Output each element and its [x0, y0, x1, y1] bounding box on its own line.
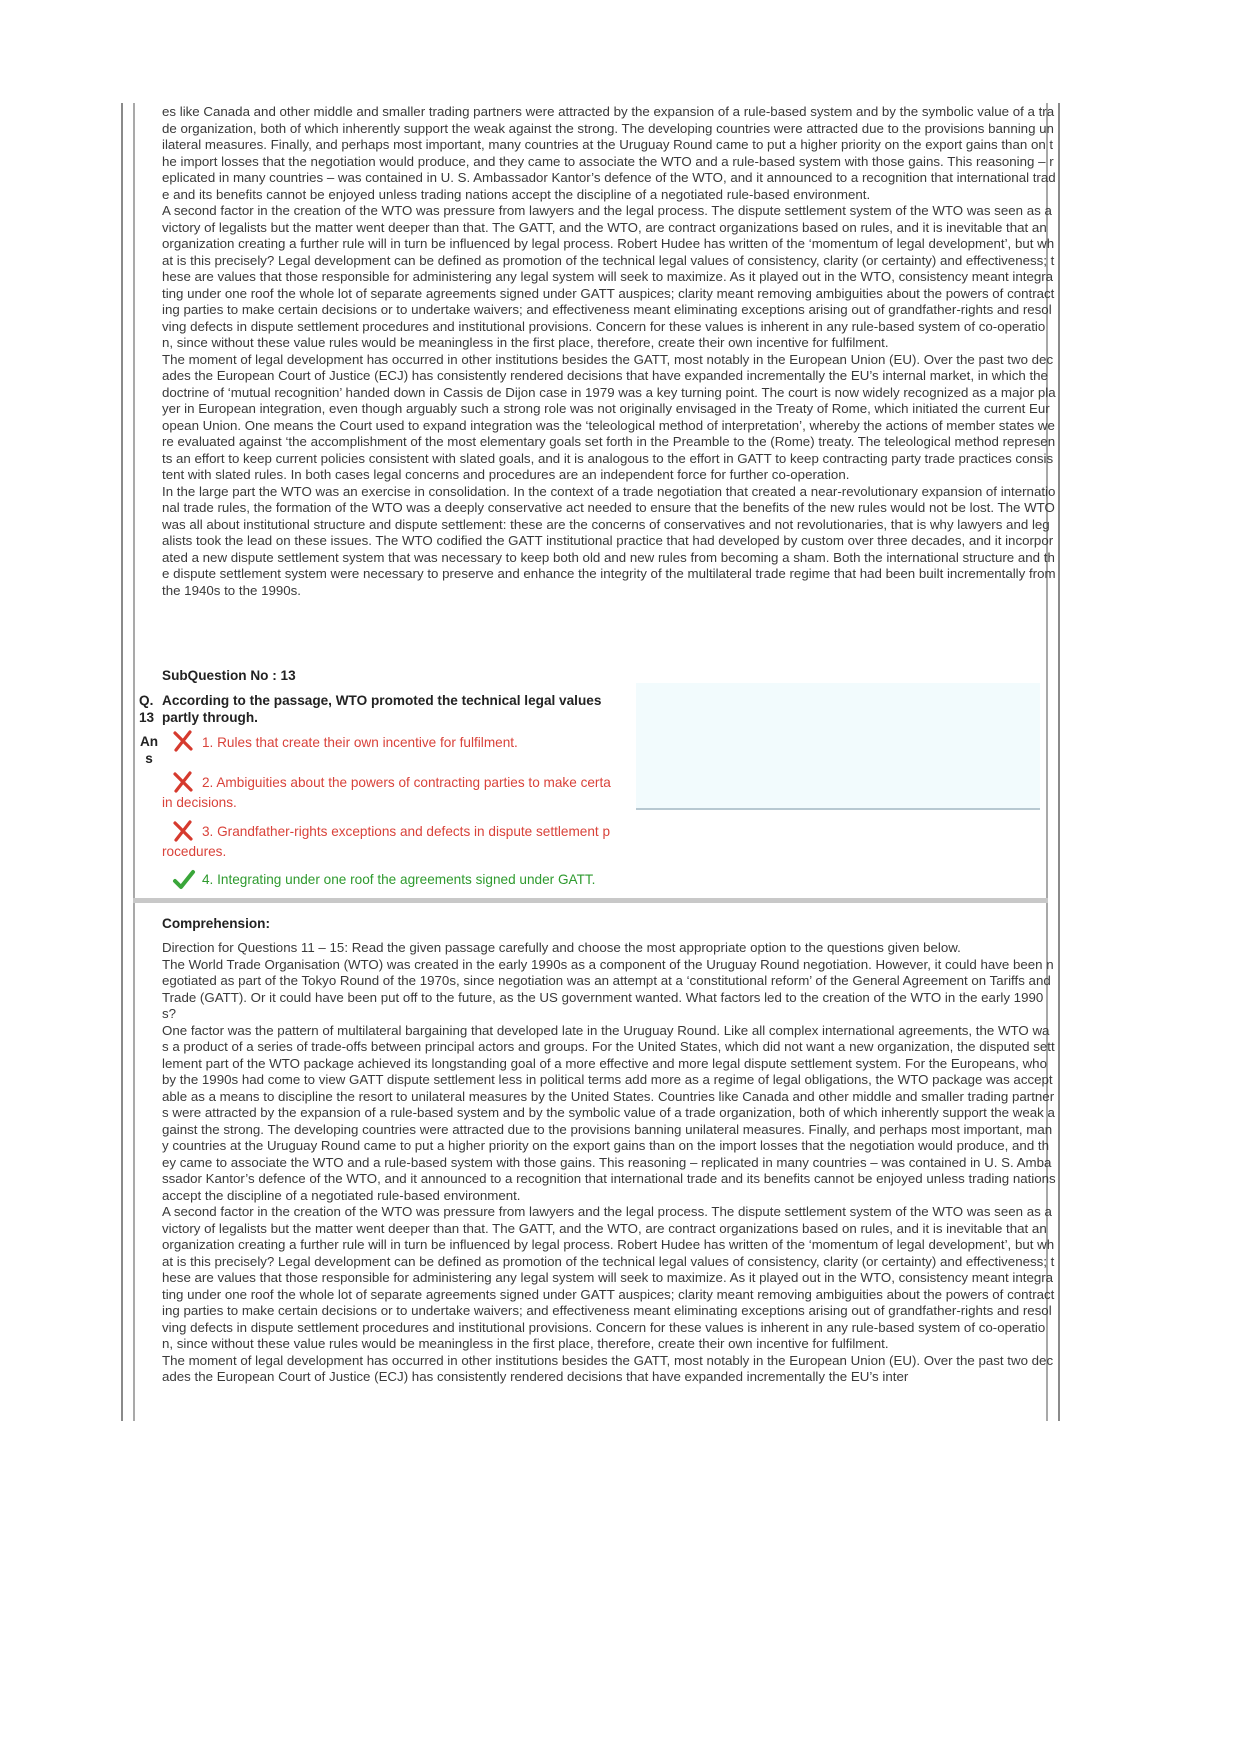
passage-paragraph: A second factor in the creation of the WTO was pressure from lawyers and the legal process. The dispute settlement system of the WTO was seen as a victory of legalists but the matter went deeper than that. The GATT, and the WTO, are contract organizations based on rules, and it is inevitable that an organization creating a further rule will in turn be influenced by legal process. Robert Hudee has written of the ‘momentum of legal development’, but what is this precisely? Legal development can be defined as promotion of the technical legal values of consistency, clarity (or certainty) and effectiveness; these are values that those responsible for administering any legal system will seek to maximize. As it played out in the WTO, consistency meant integrating under one roof the whole lot of separate agreements signed under GATT auspices; clarity meant removing ambiguities about the powers of contracting parties to make certain decisions or to undertake waivers; and effectiveness meant eliminating exceptions arising out of grandfather-rights and resolving defects in dispute settlement procedures and institutional provisions. Concern for these values is inherent in any rule-based system of co-operation, since without these value rules would be meaningless in the first place, therefore, create their own incentive for fulfilment.	[162, 203, 1055, 350]
passage-paragraph: es like Canada and other middle and smaller trading partners were attracted by the expansion of a rule-based system and by the symbolic value of a trade organization, both of which inherently support the weak against the strong. The developing countries were attracted due to the provisions banning unilateral measures. Finally, and perhaps most important, many countries at the Uruguay Round came to put a higher priority on the export gains than on the import losses that the negotiation would produce, and they came to associate the WTO and a rule-based system with those gains. This reasoning – replicated in many countries – was contained in U. S. Ambassador Kantor’s defence of the WTO, and it announced to a recognition that international trade and its benefits cannot be enjoyed unless trading nations accept the discipline of a negotiated rule-based environment.	[162, 104, 1056, 202]
passage-paragraph: Direction for Questions 11 – 15: Read the given passage carefully and choose the most appropriate option to the questions given below.	[162, 940, 961, 955]
option-2[interactable]: 2. Ambiguities about the powers of contracting parties to make certa in decisions.	[162, 775, 611, 810]
option-3[interactable]: 3. Grandfather-rights exceptions and defects in dispute settlement p rocedures.	[162, 824, 611, 859]
comprehension-heading: Comprehension:	[162, 916, 270, 931]
passage-paragraph: One factor was the pattern of multilateral bargaining that developed late in the Uruguay Round. Like all complex international agreements, the WTO was a product of a series of trade-offs between principal actors and groups. For the United States, which did not want a new organization, the disputed settlement part of the WTO package achieved its longstanding goal of a more effective and more legal dispute settlement system. For the Europeans, who by the 1990s had come to view GATT dispute settlement less in political terms add more as a regime of legal obligations, the WTO package was acceptable as a means to discipline the resort to unilateral measures by the United States. Countries like Canada and other middle and smaller trading partners were attracted by the expansion of a rule-based system and by the symbolic value of a trade organization, both of which inherently support the weak against the strong. The developing countries were attracted due to the provisions banning unilateral measures. Finally, and perhaps most important, many countries at the Uruguay Round came to put a higher priority on the export gains than on the import losses that the negotiation would produce, and they came to associate the WTO and a rule-based system with those gains. This reasoning – replicated in many countries – was contained in U. S. Ambassador Kantor’s defence of the WTO, and it announced to a recognition that international trade and its benefits cannot be enjoyed unless trading nations accept the discipline of a negotiated rule-based environment.	[162, 1022, 1056, 1203]
passage-top	[162, 104, 1056, 599]
answer-label: An s	[139, 734, 159, 766]
answer-panel	[636, 683, 1040, 810]
passage-paragraph: A second factor in the creation of the WTO was pressure from lawyers and the legal process. The dispute settlement system of the WTO was seen as a victory of legalists but the matter went deeper than that. The GATT, and the WTO, are contract organizations based on rules, and it is inevitable that an organization creating a further rule will in turn be influenced by legal process. Robert Hudee has written of the ‘momentum of legal development’, but what is this precisely? Legal development can be defined as promotion of the technical legal values of consistency, clarity (or certainty) and effectiveness; these are values that those responsible for administering any legal system will seek to maximize. As it played out in the WTO, consistency meant integrating under one roof the whole lot of separate agreements signed under GATT auspices; clarity meant removing ambiguities about the powers of contracting parties to make certain decisions or to undertake waivers; and effectiveness meant eliminating exceptions arising out of grandfather-rights and resolving defects in dispute settlement procedures and institutional provisions. Concern for these values is inherent in any rule-based system of co-operation, since without these value rules would be meaningless in the first place, therefore, create their own incentive for fulfilment.	[162, 1204, 1055, 1351]
comprehension-passage	[162, 940, 1056, 1420]
question-number-label: Q. 13	[139, 693, 155, 725]
option-1[interactable]: 1. Rules that create their own incentive for fulfilment.	[202, 735, 518, 750]
cross-icon	[172, 730, 194, 752]
left-inner-border	[133, 103, 135, 1421]
passage-paragraph: The World Trade Organisation (WTO) was created in the early 1990s as a component of the Uruguay Round negotiation. However, it could have been negotiated as part of the Tokyo Round of the 1970s, since negotiation was an attempt at a ‘constitutional reform’ of the General Agreement on Tariffs and Trade (GATT). Or it could have been put off to the future, as the US government wanted. What factors led to the creation of the WTO in the early 1990s?	[162, 956, 1054, 1021]
passage-paragraph: The moment of legal development has occurred in other institutions besides the GATT, most notably in the European Union (EU). Over the past two decades the European Court of Justice (ECJ) has consistently rendered decisions that have expanded incrementally the EU’s internal market, in which the doctrine of ‘mutual recognition’ handed down in Cassis de Dijon case in 1979 was a key turning point. The court is now widely recognized as a major player in European integration, even though arguably such a strong role was not originally envisaged in the Treaty of Rome, which initiated the current European Union. One means the Court used to expand integration was the ‘teleological method of interpretation’, whereby the actions of member states were evaluated against ‘the accomplishment of the most elementary goals set forth in the Preamble to the (Rome) treaty. The teleological method represents an effort to keep current policies consistent with slated goals, and it is analogous to the effort in GATT to keep contracting party trade practices consistent with slated rules. In both cases legal concerns and procedures are an independent force for further co-operation.	[162, 351, 1056, 482]
passage-paragraph: In the large part the WTO was an exercise in consolidation. In the context of a trade negotiation that created a near-revolutionary expansion of international trade rules, the formation of the WTO was a deeply conservative act needed to ensure that the benefits of the new rules would not be lost. The WTO was all about institutional structure and dispute settlement: these are the concerns of conservatives and not revolutionaries, that is why lawyers and legalists took the lead on these issues. The WTO codified the GATT institutional practice that had developed by custom over three decades, and it incorporated a new dispute settlement system that was necessary to keep both old and new rules from becoming a sham. Both the international structure and the dispute settlement system were necessary to preserve and enhance the integrity of the multilateral trade regime that had been built incrementally from the 1940s to the 1990s.	[162, 483, 1056, 598]
subquestion-label: SubQuestion No : 13	[162, 668, 296, 683]
check-icon	[172, 868, 196, 892]
left-outer-border	[121, 103, 123, 1421]
option-4[interactable]: 4. Integrating under one roof the agreements signed under GATT.	[202, 872, 596, 887]
right-outer-border	[1058, 103, 1060, 1421]
section-divider	[133, 898, 1048, 903]
question-text: According to the passage, WTO promoted the technical legal values partly through.	[162, 693, 602, 725]
passage-paragraph: The moment of legal development has occurred in other institutions besides the GATT, most notably in the European Union (EU). Over the past two decades the European Court of Justice (ECJ) has consistently rendered decisions that have expanded incrementally the EU’s inter	[162, 1352, 1054, 1384]
